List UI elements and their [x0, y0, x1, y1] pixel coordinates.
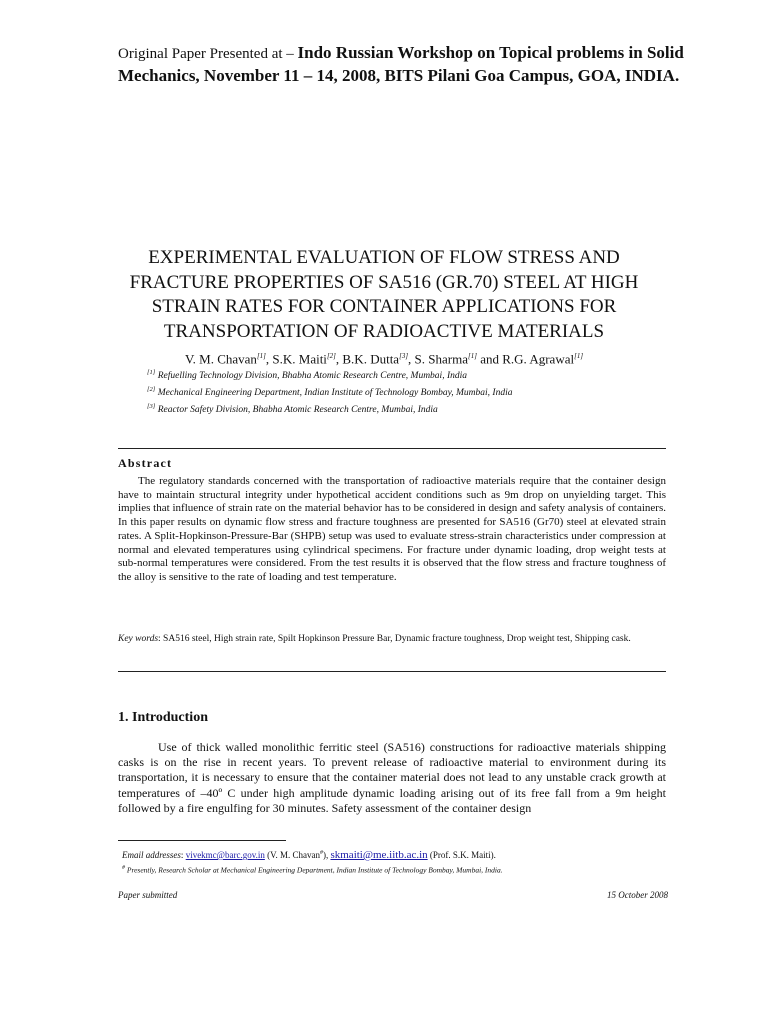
- email-separator: ),: [322, 850, 331, 860]
- author-separator: ,: [335, 351, 343, 367]
- affiliation: [147, 400, 667, 417]
- author-separator: ,: [408, 351, 415, 367]
- author-name: S.K. Maiti: [272, 351, 327, 367]
- section-heading-introduction: 1. Introduction: [118, 710, 208, 725]
- footer-date: 15 October 2008: [607, 890, 668, 900]
- paper-title: [110, 246, 658, 344]
- email-link-chavan[interactable]: vivekmc@barc.gov.in: [185, 850, 265, 860]
- keywords-label: Key words: [118, 634, 159, 644]
- footnote-rule: [118, 840, 286, 841]
- author-separator: and: [476, 351, 503, 367]
- affiliation-mark: [3]: [147, 403, 156, 411]
- author-separator: ,: [265, 351, 273, 367]
- author-name: B.K. Dutta: [342, 351, 400, 367]
- email-link-maiti[interactable]: skmaiti@me.iitb.ac.in: [330, 849, 428, 861]
- footnote-presently: [122, 862, 662, 877]
- author-name: R.G. Agrawal: [502, 351, 575, 367]
- abstract-bottom-rule: [118, 671, 666, 672]
- abstract-top-rule: [118, 448, 666, 449]
- affiliation: [147, 366, 667, 383]
- title-line: EXPERIMENTAL EVALUATION OF FLOW STRESS AND: [148, 247, 620, 268]
- footnote-presently-text: Presently, Research Scholar at Mechanical Engineering Department, Indian Institute of Technology Bombay, Mumbai, India.: [125, 865, 503, 875]
- affiliation-text: Mechanical Engineering Department, Indian Institute of Technology Bombay, Mumbai, India: [157, 388, 513, 399]
- author-list: [110, 348, 658, 367]
- abstract-body: The regulatory standards concerned with the transportation of radioactive materials require that the container design have to maintain structural integrity under hypothetical accident conditions such as 9m drop on unyielding target. This implies that influence of strain rate on the material behavior has to be considered in design and safety analysis of containers. In this paper results on dynamic flow stress and fracture toughness are presented for SA516 (Gr70) steel at elevated strain rates. A Split-Hopkinson-Pressure-Bar (SHPB) setup was used to evaluate stress-strain characteristics under compression at normal and elevated temperatures using cylindrical specimens. For fracture under dynamic loading, drop weight tests at sub-normal temperatures were considered. From the test results it is observed that the flow stress and fracture toughness of the alloy is sensitive to the rate of loading and test temperature.: [118, 475, 666, 583]
- title-line: FRACTURE PROPERTIES OF SA516 (GR.70) STEEL AT HIGH: [129, 271, 639, 293]
- introduction-body: Use of thick walled monolithic ferritic steel (SA516) constructions for radioactive materials shipping casks is on the rise in recent years. To prevent release of radioactive material to environment during its transportation, it is necessary to ensure that the container material does not lead to any unstable crack growth at temperatures of –40º C under high amplitude dynamic loading arising out of its free fall from a 9m height followed by a fire engulfing for 30 minutes. Safety assessment of the container design: [118, 740, 666, 815]
- author-affil-mark: [1]: [256, 352, 266, 360]
- email-mark: #: [319, 850, 323, 856]
- affiliation-text: Reactor Safety Division, Bhabha Atomic Research Centre, Mumbai, India: [157, 405, 438, 416]
- keywords: [118, 632, 666, 647]
- title-line: TRANSPORTATION OF RADIOACTIVE MATERIALS: [163, 320, 605, 342]
- author-affil-mark: [1]: [574, 352, 584, 360]
- abstract-heading: Abstract: [118, 456, 173, 470]
- author-name: V. M. Chavan: [184, 351, 257, 367]
- author-affil-mark: [3]: [399, 352, 409, 360]
- title-line: STRAIN RATES FOR CONTAINER APPLICATIONS FOR: [151, 296, 617, 317]
- conference-event-line1: Indo Russian Workshop on Topical problems in Solid: [297, 43, 684, 62]
- author-affil-mark: [2]: [326, 352, 336, 360]
- footnote-email: Email addresses: vivekmc@barc.gov.in (V. M. Chavan#), skmaiti@me.iitb.ac.in (Prof. S.K. Maiti).: [122, 849, 496, 861]
- affiliation-mark: [1]: [147, 369, 156, 376]
- affiliation-mark: [2]: [147, 386, 156, 394]
- author-affil-mark: [1]: [468, 352, 477, 360]
- conference-header: [118, 42, 684, 87]
- affiliation-text: Refuelling Technology Division, Bhabha Atomic Research Centre, Mumbai, India: [157, 371, 468, 382]
- conference-prefix: Original Paper Presented at –: [118, 46, 298, 62]
- email-owner: (V. M. Chavan: [264, 850, 320, 860]
- author-name: S. Sharma: [414, 351, 468, 367]
- footer-status: Paper submitted: [118, 890, 178, 900]
- keywords-text: : SA516 steel, High strain rate, Spilt Hopkinson Pressure Bar, Dynamic fracture toughness, Drop weight test, Shipping cask.: [158, 634, 631, 644]
- email-owner: (Prof. S.K. Maiti).: [427, 850, 496, 860]
- email-label: Email addresses: [122, 850, 181, 860]
- conference-event-line2: Mechanics, November 11 – 14, 2008, BITS Pilani Goa Campus, GOA, INDIA.: [118, 66, 680, 85]
- conference-header-line1: [118, 42, 684, 65]
- affiliation-list: [147, 366, 667, 417]
- affiliation: [147, 383, 667, 400]
- footnote-mark: #: [122, 865, 125, 871]
